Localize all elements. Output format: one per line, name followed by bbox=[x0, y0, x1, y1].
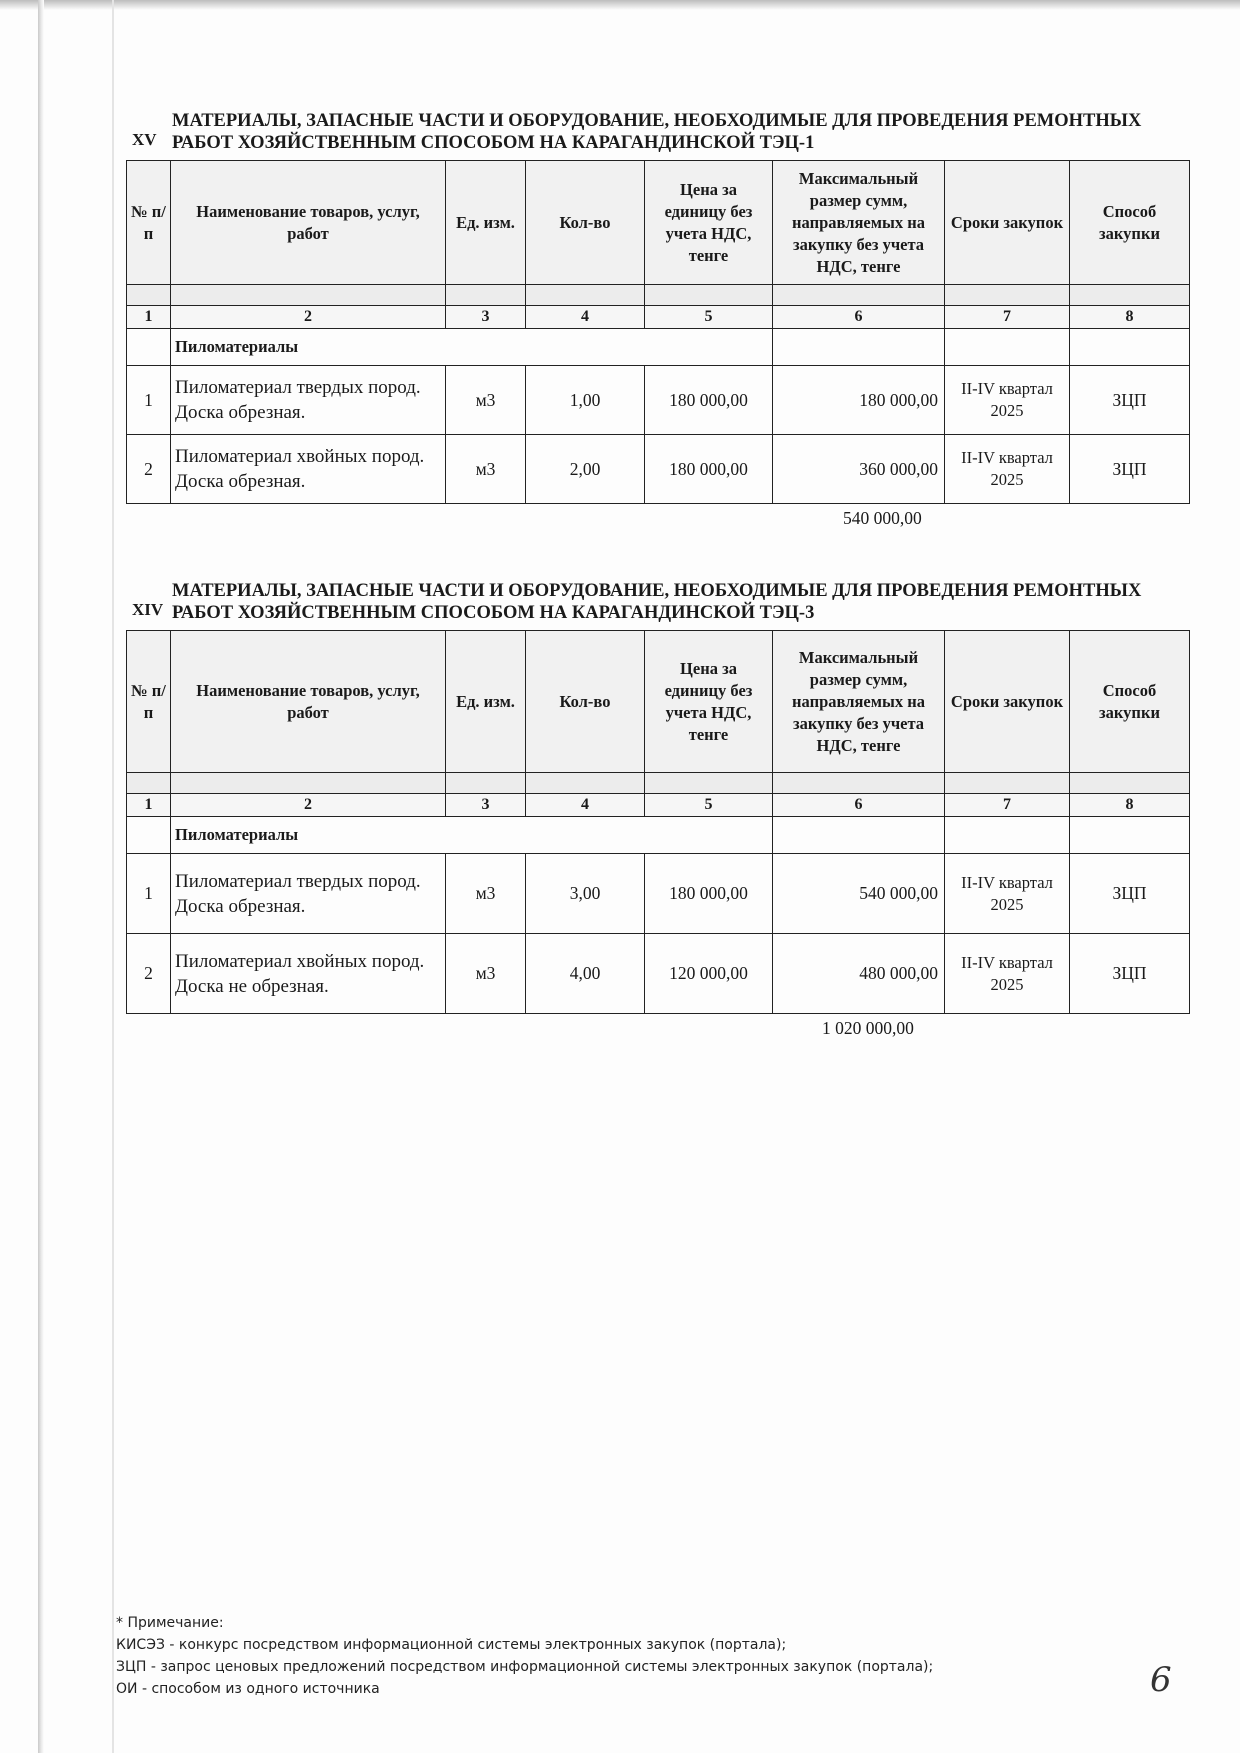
table-row bbox=[127, 435, 1190, 504]
footnote-line: КИСЭЗ - конкурс посредством информационной системы электронных закупок (портала); bbox=[116, 1637, 787, 1653]
row-price: 120 000,00 bbox=[645, 934, 773, 1014]
row-period: II-IV квартал 2025 bbox=[945, 366, 1070, 435]
column-number: 1 bbox=[127, 306, 171, 329]
column-number-row bbox=[127, 794, 1190, 817]
col-header-qty: Кол-во bbox=[526, 161, 645, 285]
scan-top-edge bbox=[0, 0, 1240, 10]
column-number-row bbox=[127, 306, 1190, 329]
column-number: 2 bbox=[171, 794, 446, 817]
col-header-terms: Сроки закупок bbox=[945, 161, 1070, 285]
row-unit: м3 bbox=[446, 854, 526, 934]
section-title: МАТЕРИАЛЫ, ЗАПАСНЫЕ ЧАСТИ И ОБОРУДОВАНИЕ, НЕОБХОДИМЫЕ ДЛЯ ПРОВЕДЕНИЯ РЕМОНТНЫХ РАБОТ ХОЗЯЙСТВЕННЫМ СПОСОБОМ НА КАРАГАНДИНСКОЙ ТЭЦ-1 bbox=[172, 111, 1142, 153]
col-header-price: Цена за единицу без учета НДС, тенге bbox=[645, 161, 773, 285]
row-qty: 3,00 bbox=[526, 854, 645, 934]
section-xv bbox=[126, 108, 1189, 528]
row-price: 180 000,00 bbox=[645, 854, 773, 934]
row-sum: 480 000,00 bbox=[773, 934, 945, 1014]
row-qty: 1,00 bbox=[526, 366, 645, 435]
row-unit: м3 bbox=[446, 435, 526, 504]
col-header-method: Способ закупки bbox=[1070, 161, 1190, 285]
row-sum: 180 000,00 bbox=[773, 366, 945, 435]
row-sum: 360 000,00 bbox=[773, 435, 945, 504]
column-number: 3 bbox=[446, 794, 526, 817]
section-xiv bbox=[126, 578, 1189, 1038]
row-name: Пиломатериал хвойных пород. Доска обрезная. bbox=[171, 435, 446, 504]
column-number: 5 bbox=[645, 794, 773, 817]
col-header-unit: Ед. изм. bbox=[446, 631, 526, 773]
section-total: 540 000,00 bbox=[843, 508, 922, 528]
row-sum: 540 000,00 bbox=[773, 854, 945, 934]
handwritten-page-number: 6 bbox=[1150, 1660, 1172, 1700]
table-spacer-row bbox=[127, 285, 1190, 306]
col-header-num: № п/п bbox=[127, 631, 171, 773]
footnote-line: ЗЦП - запрос ценовых предложений посредством информационной системы электронных закупок (портала); bbox=[116, 1659, 934, 1675]
col-header-method: Способ закупки bbox=[1070, 631, 1190, 773]
section-title: МАТЕРИАЛЫ, ЗАПАСНЫЕ ЧАСТИ И ОБОРУДОВАНИЕ, НЕОБХОДИМЫЕ ДЛЯ ПРОВЕДЕНИЯ РЕМОНТНЫХ РАБОТ ХОЗЯЙСТВЕННЫМ СПОСОБОМ НА КАРАГАНДИНСКОЙ ТЭЦ-3 bbox=[172, 581, 1142, 623]
column-number: 2 bbox=[171, 306, 446, 329]
row-price: 180 000,00 bbox=[645, 366, 773, 435]
row-period: II-IV квартал 2025 bbox=[945, 934, 1070, 1014]
table-spacer-row bbox=[127, 773, 1190, 794]
row-method: ЗЦП bbox=[1070, 854, 1190, 934]
row-price: 180 000,00 bbox=[645, 435, 773, 504]
column-number: 4 bbox=[526, 306, 645, 329]
col-header-name: Наименование товаров, услуг, работ bbox=[171, 631, 446, 773]
col-header-unit: Ед. изм. bbox=[446, 161, 526, 285]
row-num: 2 bbox=[127, 934, 171, 1014]
column-number: 7 bbox=[945, 794, 1070, 817]
row-name: Пиломатериал твердых пород. Доска обрезная. bbox=[171, 366, 446, 435]
group-row bbox=[127, 817, 1190, 854]
table-header-row bbox=[127, 631, 1190, 773]
row-name: Пиломатериал твердых пород. Доска обрезная. bbox=[171, 854, 446, 934]
column-number: 8 bbox=[1070, 794, 1190, 817]
col-header-max-sum: Максимальный размер сумм, направляемых на закупку без учета НДС, тенге bbox=[773, 631, 945, 773]
row-num: 1 bbox=[127, 366, 171, 435]
row-unit: м3 bbox=[446, 366, 526, 435]
row-method: ЗЦП bbox=[1070, 366, 1190, 435]
table-row bbox=[127, 934, 1190, 1014]
row-name: Пиломатериал хвойных пород. Доска не обрезная. bbox=[171, 934, 446, 1014]
group-row bbox=[127, 329, 1190, 366]
row-num: 2 bbox=[127, 435, 171, 504]
row-qty: 4,00 bbox=[526, 934, 645, 1014]
column-number: 1 bbox=[127, 794, 171, 817]
column-number: 3 bbox=[446, 306, 526, 329]
section-roman-numeral: XV bbox=[132, 130, 157, 149]
row-unit: м3 bbox=[446, 934, 526, 1014]
column-number: 8 bbox=[1070, 306, 1190, 329]
column-number: 7 bbox=[945, 306, 1070, 329]
col-header-max-sum: Максимальный размер сумм, направляемых на закупку без учета НДС, тенге bbox=[773, 161, 945, 285]
col-header-name: Наименование товаров, услуг, работ bbox=[171, 161, 446, 285]
column-number: 4 bbox=[526, 794, 645, 817]
procurement-table bbox=[126, 160, 1190, 504]
group-label: Пиломатериалы bbox=[171, 817, 773, 854]
row-qty: 2,00 bbox=[526, 435, 645, 504]
col-header-qty: Кол-во bbox=[526, 631, 645, 773]
column-number: 6 bbox=[773, 306, 945, 329]
col-header-price: Цена за единицу без учета НДС, тенге bbox=[645, 631, 773, 773]
row-period: II-IV квартал 2025 bbox=[945, 854, 1070, 934]
row-method: ЗЦП bbox=[1070, 435, 1190, 504]
col-header-terms: Сроки закупок bbox=[945, 631, 1070, 773]
procurement-table bbox=[126, 630, 1190, 1014]
section-roman-numeral: XIV bbox=[132, 600, 164, 619]
scan-fold-line bbox=[112, 0, 114, 1753]
row-num: 1 bbox=[127, 854, 171, 934]
section-total: 1 020 000,00 bbox=[822, 1018, 914, 1038]
table-row bbox=[127, 854, 1190, 934]
footnote-title: * Примечание: bbox=[116, 1615, 224, 1631]
table-header-row bbox=[127, 161, 1190, 285]
table-row bbox=[127, 366, 1190, 435]
row-period: II-IV квартал 2025 bbox=[945, 435, 1070, 504]
footnote bbox=[116, 1612, 1116, 1700]
section-header bbox=[126, 108, 1189, 160]
footnote-line: ОИ - способом из одного источника bbox=[116, 1681, 380, 1697]
col-header-num: № п/п bbox=[127, 161, 171, 285]
column-number: 5 bbox=[645, 306, 773, 329]
column-number: 6 bbox=[773, 794, 945, 817]
group-label: Пиломатериалы bbox=[171, 329, 773, 366]
row-method: ЗЦП bbox=[1070, 934, 1190, 1014]
scan-left-edge bbox=[38, 0, 44, 1753]
section-header bbox=[126, 578, 1189, 630]
